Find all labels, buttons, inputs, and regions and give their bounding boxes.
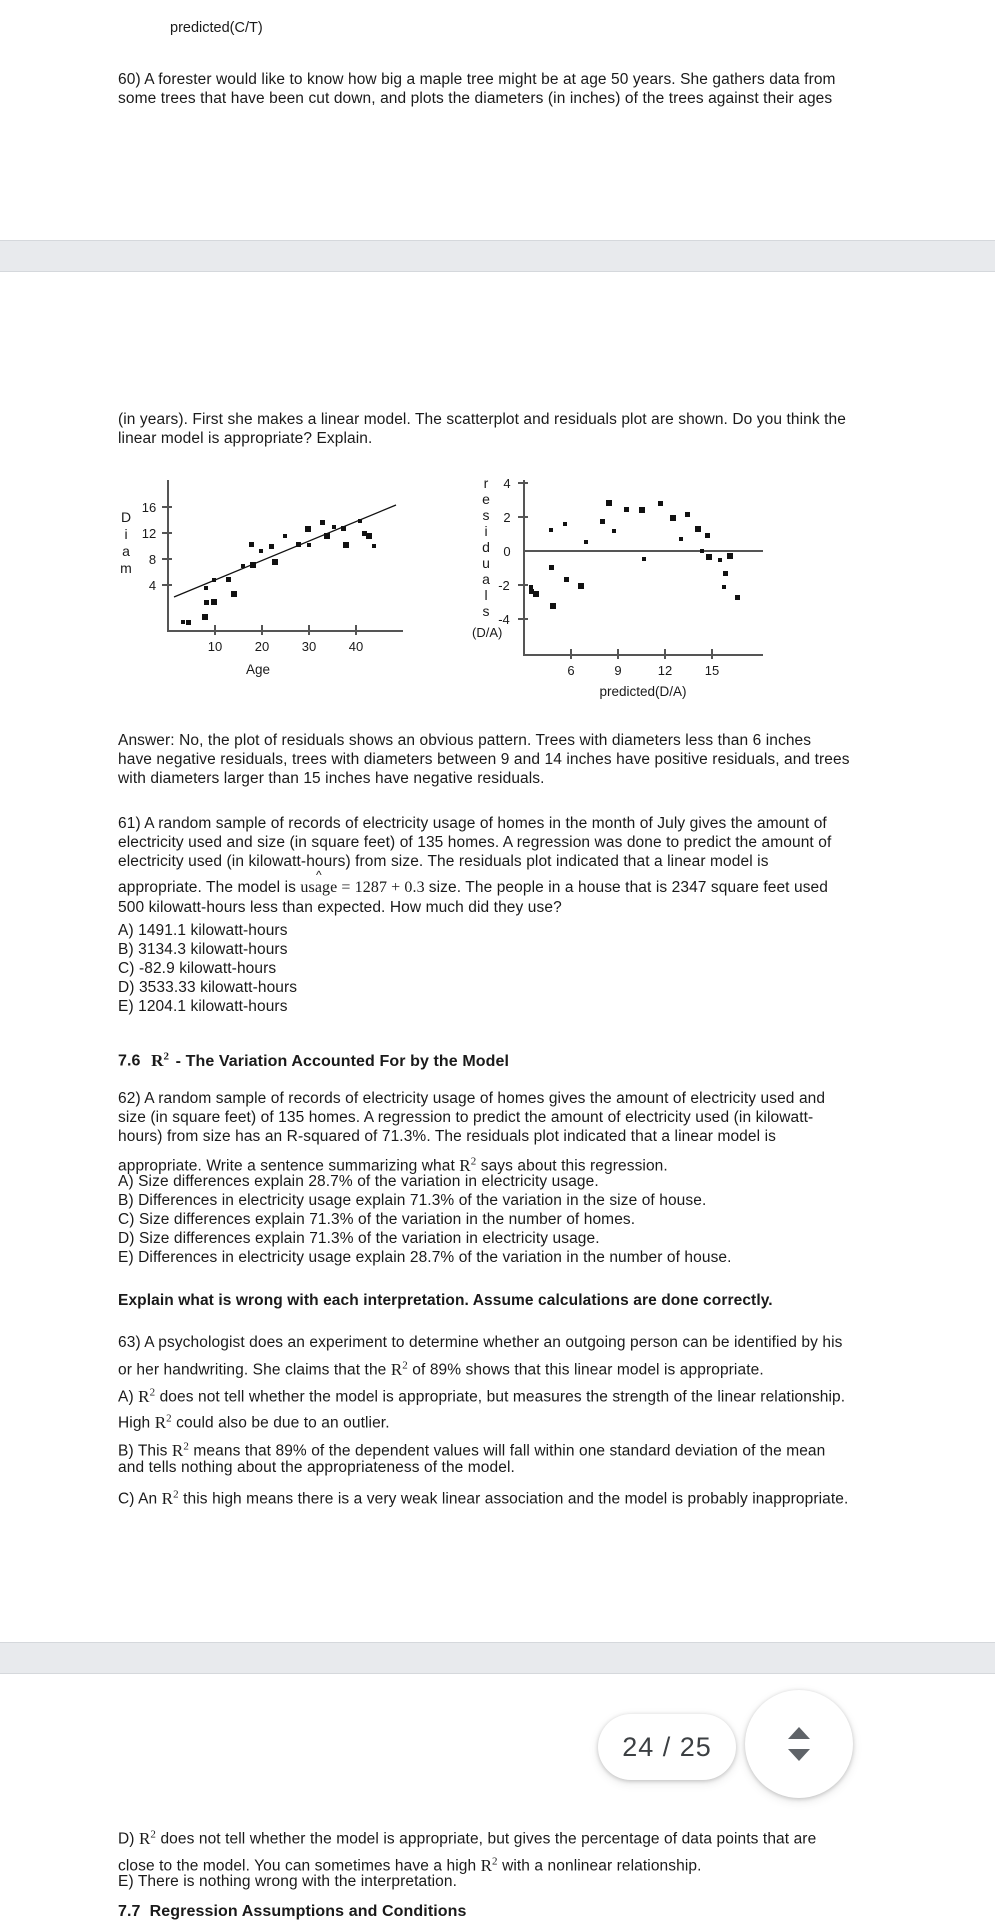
- q61-line5: 500 kilowatt-hours less than expected. How much did they use?: [118, 899, 562, 916]
- q63-choice-a-line2-post: could also be due to an outlier.: [171, 1414, 390, 1432]
- q62-line2: size (in square feet) of 135 homes. A regression to predict the amount of electricity used (in kilowatt-: [118, 1109, 814, 1126]
- q60-cont-line2: linear model is appropriate? Explain.: [118, 430, 373, 447]
- q63-choice-d-line2-pre: close to the model. You can sometimes have a high: [118, 1857, 481, 1875]
- q61-choice-d[interactable]: D) 3533.33 kilowatt-hours: [118, 979, 298, 996]
- q63-line2-pre: or her handwriting. She claims that the: [118, 1361, 391, 1379]
- q63-choice-a-r-squared: $R^2$: [138, 1386, 156, 1406]
- resid-ylabel-a: a: [482, 571, 490, 587]
- q60-answer-line2: have negative residuals, trees with diameters between 9 and 14 inches have positive residuals, and trees: [118, 751, 850, 768]
- data-point: [639, 507, 645, 513]
- data-point: [670, 515, 676, 521]
- q62-choice-e[interactable]: E) Differences in electricity usage explain 28.7% of the variation in the number of house.: [118, 1249, 732, 1266]
- q62-line3: hours) from size has an R-squared of 71.3%. The residuals plot indicated that a linear model is: [118, 1128, 776, 1145]
- resid-points-layer: [478, 462, 818, 702]
- data-point: [186, 620, 191, 625]
- scroll-nav-control[interactable]: [745, 1690, 853, 1798]
- page-top-clip: [0, 0, 995, 14]
- resid-ylabel-d: d: [482, 539, 490, 555]
- scatter-xtick-30: 30: [301, 639, 317, 654]
- scatter-xlabel: Age: [245, 662, 271, 677]
- data-point: [372, 544, 376, 548]
- data-point: [231, 591, 237, 597]
- q63-choice-c-r-squared: $R^2$: [161, 1488, 179, 1508]
- q61-usage-hat: [300, 868, 338, 897]
- resid-xtick-9: 9: [614, 663, 622, 678]
- q63-choice-d[interactable]: [118, 1825, 898, 1849]
- q62-line4-post: says about this regression.: [476, 1157, 668, 1175]
- data-point: [212, 578, 216, 582]
- caret-icon: ^: [315, 868, 322, 882]
- data-point: [549, 528, 553, 532]
- scatter-xtick-40: 40: [348, 639, 364, 654]
- instruction-line: Explain what is wrong with each interpretation. Assume calculations are done correctly.: [118, 1292, 773, 1309]
- data-point: [722, 585, 726, 589]
- resid-ylabel-s: s: [482, 507, 490, 523]
- data-point: [283, 534, 287, 538]
- data-point: [226, 577, 231, 582]
- resid-xlabel: predicted(D/A): [599, 684, 687, 699]
- data-point: [204, 586, 208, 590]
- q60-cont-line1: (in years). First she makes a linear model. The scatterplot and residuals plot are shown. Do you think the: [118, 411, 846, 428]
- q61-line1: 61) A random sample of records of electricity usage of homes in the month of July gives the amount of: [118, 815, 827, 832]
- data-point: [241, 564, 245, 568]
- q63-choice-a[interactable]: [118, 1383, 898, 1407]
- data-point: [211, 599, 217, 605]
- data-point: [366, 533, 372, 539]
- q63-choice-c-post: this high means there is a very weak linear association and the model is probably inappropriate.: [178, 1490, 849, 1508]
- q62-choice-c[interactable]: C) Size differences explain 71.3% of the variation in the number of homes.: [118, 1211, 636, 1228]
- section-number: 7.6: [118, 1052, 141, 1070]
- resid-ytick-4: 4: [503, 476, 511, 491]
- data-point: [550, 603, 556, 609]
- data-point: [181, 620, 185, 624]
- data-point: [578, 583, 584, 589]
- q61-choice-a[interactable]: A) 1491.1 kilowatt-hours: [118, 922, 288, 939]
- q62-line4-pre: appropriate. Write a sentence summarizing what: [118, 1157, 460, 1175]
- scatter-ylabel-m: m: [120, 560, 132, 576]
- data-point: [718, 558, 722, 562]
- scatter-points-layer: [118, 462, 418, 692]
- data-point: [204, 600, 209, 605]
- scatter-ylabel-D: D: [120, 509, 132, 525]
- q63-choice-c-pre: C) An: [118, 1490, 162, 1508]
- q63-choice-a-line2-r-squared: $R^2$: [154, 1412, 172, 1432]
- q63-choice-d-r-squared: $R^2$: [138, 1828, 157, 1848]
- data-point: [723, 571, 728, 576]
- data-point: [624, 507, 629, 512]
- data-point: [658, 501, 663, 506]
- data-point: [332, 525, 336, 529]
- resid-ytick-0: 0: [503, 544, 511, 559]
- q63-line2: [118, 1356, 898, 1380]
- scatter-ytick-4: 4: [148, 578, 157, 593]
- q63-choice-c[interactable]: [118, 1485, 898, 1509]
- data-point: [358, 519, 362, 523]
- data-point: [533, 591, 539, 597]
- data-point: [259, 549, 263, 553]
- q63-line1: 63) A psychologist does an experiment to determine whether an outgoing person can be identified by his: [118, 1334, 843, 1351]
- q61-choice-c[interactable]: C) -82.9 kilowatt-hours: [118, 960, 277, 977]
- q63-choice-b-pre: B) This: [118, 1442, 172, 1460]
- data-point: [296, 542, 301, 547]
- page-indicator[interactable]: 24 / 25: [598, 1714, 736, 1780]
- q61-line3: electricity used (in kilowatt-hours) from size. The residuals plot indicated that a linear model is: [118, 853, 769, 870]
- residuals-plot: [472, 462, 818, 702]
- data-point: [307, 543, 311, 547]
- q61-choice-e[interactable]: E) 1204.1 kilowatt-hours: [118, 998, 288, 1015]
- q60-answer-line3: with diameters larger than 15 inches have negative residuals.: [118, 770, 545, 787]
- data-point: [341, 526, 346, 531]
- data-point: [202, 614, 208, 620]
- resid-ylabel-i: i: [484, 523, 488, 539]
- q63-choice-d-post: does not tell whether the model is appropriate, but gives the percentage of data points that are: [156, 1830, 817, 1848]
- q61-model-eq: = 1287 + 0.3: [337, 879, 429, 896]
- data-point: [612, 529, 616, 533]
- prev-chart-axis-title: predicted(C/T): [170, 20, 263, 36]
- scatter-ytick-16: 16: [141, 500, 157, 515]
- data-point: [735, 595, 740, 600]
- page-separator-band-bottom: [0, 1642, 995, 1674]
- resid-xtick-12: 12: [657, 663, 673, 678]
- data-point: [549, 565, 554, 570]
- data-point: [305, 526, 311, 532]
- data-point: [250, 562, 256, 568]
- data-point: [564, 577, 569, 582]
- resid-xtick-15: 15: [704, 663, 720, 678]
- q61-model-line: [118, 868, 898, 897]
- q63-choice-b-r-squared: $R^2$: [171, 1440, 189, 1460]
- q63-choice-a-pre: A): [118, 1388, 139, 1406]
- next-section-heading-partial: 7.7 Regression Assumptions and Conditions: [118, 1903, 467, 1920]
- data-point: [705, 533, 710, 538]
- data-point: [269, 544, 274, 549]
- section-title: - The Variation Accounted For by the Model: [175, 1052, 510, 1070]
- q63-choice-d-line2-post: with a nonlinear relationship.: [497, 1857, 702, 1875]
- q63-choice-e[interactable]: E) There is nothing wrong with the interpretation.: [118, 1873, 458, 1890]
- resid-ylabel-s2: s: [482, 603, 490, 619]
- data-point: [320, 520, 325, 525]
- q63-choice-b-line2: and tells nothing about the appropriateness of the model.: [118, 1459, 515, 1476]
- resid-ytick-2: 2: [503, 510, 511, 525]
- q60-line1: 60) A forester would like to know how big a maple tree might be at age 50 years. She gathers data from: [118, 71, 836, 88]
- data-point: [706, 554, 712, 560]
- data-point: [272, 559, 278, 565]
- q63-choice-a-post: does not tell whether the model is appropriate, but measures the strength of the linear relationship.: [155, 1388, 846, 1406]
- data-point: [249, 542, 254, 547]
- q61-line2: electricity used and size (in square feet) of 135 homes. A regression was done to predict the amount of: [118, 834, 832, 851]
- q61-line4-pre: appropriate. The model is: [118, 879, 301, 896]
- q63-choice-a-line2: [118, 1409, 898, 1433]
- q60-answer-line1: Answer: No, the plot of residuals shows an obvious pattern. Trees with diameters less than 6 inches: [118, 732, 812, 749]
- q63-r-squared: $R^2$: [390, 1359, 408, 1379]
- resid-xtick-6: 6: [567, 663, 575, 678]
- page-separator-band-top: [0, 240, 995, 272]
- q62-choice-a[interactable]: A) Size differences explain 28.7% of the variation in electricity usage.: [118, 1173, 599, 1190]
- data-point: [700, 549, 704, 553]
- data-point: [606, 500, 612, 506]
- scatter-ytick-12: 12: [141, 526, 157, 541]
- resid-ylabel-u: u: [482, 555, 490, 571]
- resid-ylabel-r: r: [483, 475, 489, 491]
- resid-ylabel-e: e: [482, 491, 490, 507]
- resid-ylabel-l: l: [484, 587, 488, 603]
- q61-line4-post: size. The people in a house that is 2347 square feet used: [428, 879, 828, 896]
- resid-ylabel-units: (D/A): [472, 625, 503, 640]
- q63-choice-b-post: means that 89% of the dependent values will fall within one standard deviation of the mean: [188, 1442, 826, 1460]
- section-r-squared-symbol: $R^2$: [151, 1050, 170, 1070]
- q63-choice-a-line2-pre: High: [118, 1414, 155, 1432]
- scatterplot-diameter-vs-age: [118, 462, 418, 692]
- data-point: [584, 540, 588, 544]
- data-point: [679, 537, 683, 541]
- triangle-down-icon[interactable]: [788, 1749, 810, 1761]
- data-point: [343, 542, 349, 548]
- q62-r-squared: $R^2$: [459, 1155, 477, 1175]
- q61-choice-b[interactable]: B) 3134.3 kilowatt-hours: [118, 941, 288, 958]
- scatter-xtick-20: 20: [254, 639, 270, 654]
- q63-choice-d-pre: D): [118, 1830, 139, 1848]
- q62-choice-b[interactable]: B) Differences in electricity usage explain 71.3% of the variation in the size of house.: [118, 1192, 707, 1209]
- data-point: [642, 557, 646, 561]
- scatter-ylabel-i: i: [124, 526, 128, 542]
- section-heading-7-6: [118, 1047, 898, 1071]
- data-point: [727, 553, 733, 559]
- resid-ytick-n2: -2: [498, 578, 510, 593]
- data-point: [324, 533, 330, 539]
- q63-line2-post: of 89% shows that this linear model is appropriate.: [407, 1361, 764, 1379]
- scatter-xtick-10: 10: [207, 639, 223, 654]
- data-point: [563, 522, 567, 526]
- q60-line2: some trees that have been cut down, and plots the diameters (in inches) of the trees against their ages: [118, 90, 833, 107]
- q62-line1: 62) A random sample of records of electricity usage of homes gives the amount of electricity used and: [118, 1090, 826, 1107]
- q63-choice-d-line2-r-squared: $R^2$: [480, 1855, 498, 1875]
- scatter-ylabel-a: a: [122, 543, 130, 559]
- triangle-up-icon[interactable]: [788, 1727, 810, 1739]
- q62-choice-d[interactable]: D) Size differences explain 71.3% of the variation in electricity usage.: [118, 1230, 600, 1247]
- resid-ytick-n4: -4: [498, 612, 510, 627]
- data-point: [600, 519, 605, 524]
- q61-model-usage: usage: [300, 879, 338, 896]
- data-point: [695, 526, 701, 532]
- scatter-ytick-8: 8: [148, 552, 157, 567]
- data-point: [685, 512, 690, 517]
